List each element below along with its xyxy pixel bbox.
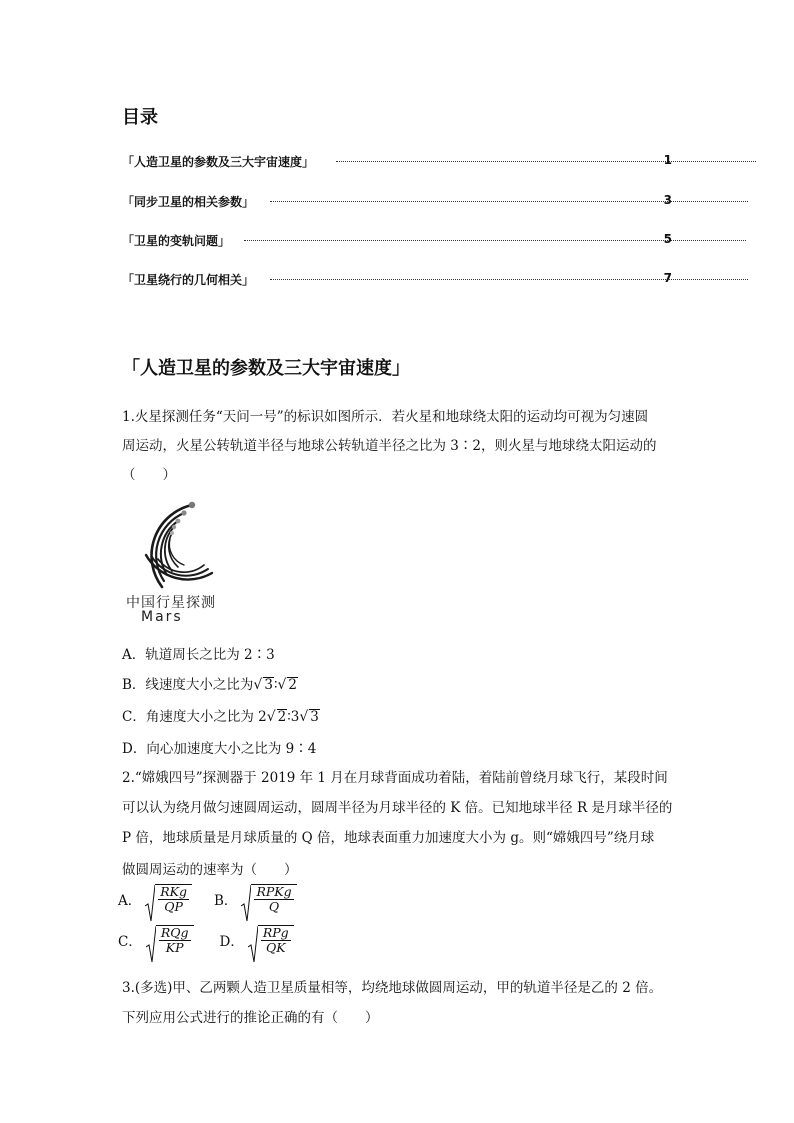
q2-text-line: 2.“嫦娥四号”探测器于 2019 年 1 月在月球背面成功着陆，着陆前曾绕月球飞行，某段时间	[122, 770, 668, 786]
q1-text-line: （ ）	[122, 467, 176, 483]
option-b-text: B．线速度大小之比为	[122, 677, 254, 693]
radicand: 2	[277, 709, 287, 725]
q1-text-line: 周运动，火星公转轨道半径与地球公转轨道半径之比为 3∶2，则火星与地球绕太阳运动的	[122, 438, 657, 454]
q2-options-row-1	[118, 884, 297, 914]
q2-option-c-formula[interactable]	[146, 925, 194, 955]
q1-text-line: 1.火星探测任务“天问一号”的标识如图所示．若火星和地球绕太阳的运动均可视为匀速圆	[122, 409, 649, 425]
q2-option-d-formula[interactable]	[248, 925, 294, 955]
section-title: 「人造卫星的参数及三大宇宙速度」	[122, 358, 410, 379]
numerator: RPg	[262, 925, 289, 940]
q2-text-line: 可以认为绕月做匀速圆周运动，圆周半径为月球半径的 K 倍。已知地球半径 R 是月球半径的	[122, 800, 673, 816]
ratio-sep: ∶3	[287, 709, 300, 725]
toc-leader-dots	[270, 201, 748, 202]
option-c-text: C．角速度大小之比为 2	[122, 709, 267, 725]
logo-english-text: Mars	[141, 609, 183, 625]
denominator: QP	[164, 899, 183, 914]
q1-option-c[interactable]: C．角速度大小之比为 2√ 2∶3√ 3	[122, 709, 319, 725]
toc-entry-page: 3	[663, 193, 672, 207]
toc-entry-label: 「人造卫星的参数及三大宇宙速度」	[122, 155, 315, 169]
denominator: Q	[268, 899, 280, 914]
q2-option-b-label[interactable]: B．	[214, 893, 238, 909]
toc-entry-page: 5	[663, 232, 672, 246]
toc-entry[interactable]	[122, 271, 672, 287]
toc-leader-dots	[270, 279, 748, 280]
logo-chinese-text: 中国行星探测	[126, 595, 216, 611]
toc-title: 目录	[122, 107, 158, 128]
q1-option-a[interactable]: A．轨道周长之比为 2∶3	[122, 647, 275, 663]
radicand: 3	[310, 709, 319, 725]
q3-text-line: 3.(多选)甲、乙两颗人造卫星质量相等，均绕地球做圆周运动，甲的轨道半径是乙的 2 倍。	[122, 980, 663, 996]
q2-text-line: P 倍，地球质量是月球质量的 Q 倍，地球表面重力加速度大小为 g。则“嫦娥四号”绕月球	[122, 830, 655, 846]
q2-option-c-label[interactable]: C．	[118, 934, 142, 950]
toc-entry-page: 1	[663, 153, 672, 167]
toc-leader-dots	[336, 161, 756, 162]
q2-option-a-formula[interactable]	[145, 884, 192, 914]
toc-entry-label: 「同步卫星的相关参数」	[122, 195, 255, 209]
radicand: 3	[264, 677, 273, 693]
ratio-sep: ∶	[273, 677, 278, 693]
denominator: KP	[165, 940, 184, 955]
toc-entry[interactable]	[122, 232, 672, 248]
q2-option-d-label[interactable]: D．	[219, 934, 244, 950]
q2-options-row-2	[118, 925, 294, 955]
q2-option-a-label[interactable]: A．	[118, 893, 142, 909]
q2-text-line: 做圆周运动的速率为（ ）	[122, 862, 298, 878]
toc-entry-label: 「卫星绕行的几何相关」	[122, 273, 255, 287]
q1-option-b[interactable]: B．线速度大小之比为√ 3∶√ 2	[122, 677, 297, 693]
numerator: RPKg	[256, 884, 292, 899]
toc-entry-page: 7	[663, 271, 672, 285]
toc-entry[interactable]	[122, 193, 672, 209]
radicand: 2	[288, 677, 297, 693]
q2-option-b-formula[interactable]	[241, 884, 296, 914]
denominator: QK	[265, 940, 286, 955]
toc-entry-label: 「卫星的变轨问题」	[122, 234, 231, 248]
toc-entry[interactable]	[122, 153, 672, 169]
q1-option-d[interactable]: D．向心加速度大小之比为 9∶4	[122, 741, 317, 757]
numerator: RQg	[160, 925, 189, 940]
numerator: RKg	[160, 884, 188, 899]
q3-text-line: 下列应用公式进行的推论正确的有（ ）	[122, 1010, 379, 1026]
